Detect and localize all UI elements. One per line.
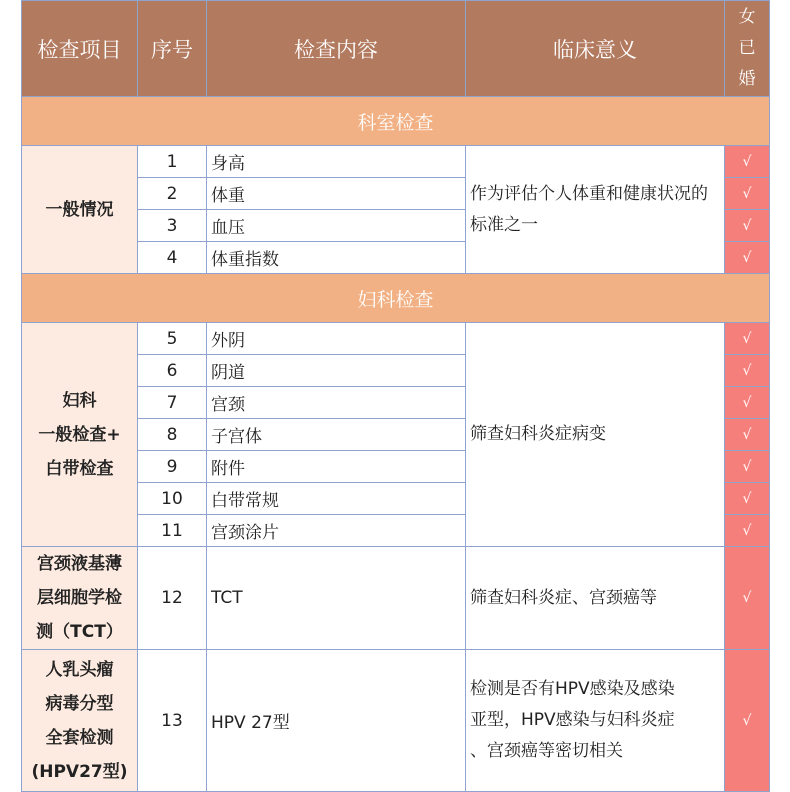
section-title: 科室检查 [22,97,770,146]
meaning-tct: 筛查妇科炎症、宫颈癌等 [466,547,725,650]
meaning-gyn: 筛查妇科炎症病变 [466,323,725,547]
item-line: 全套检测 [45,727,114,748]
header-item: 检查项目 [22,1,138,97]
item-tct [22,547,138,650]
row-content: 宫颈 [207,387,466,419]
row-content: TCT [207,547,466,650]
row-number: 2 [138,178,207,210]
header-gender-char: 婚 [738,69,756,89]
table-header [22,1,770,97]
header-meaning: 临床意义 [466,1,725,97]
row-content: 血压 [207,210,466,242]
row-content: 宫颈涂片 [207,515,466,547]
item-gyn [22,323,138,547]
meaning-line: 检测是否有HPV感染及感染 [470,679,675,699]
row-number: 13 [138,650,207,792]
check-mark: √ [725,387,770,419]
check-mark: √ [725,355,770,387]
item-line: 层细胞学检 [37,588,122,608]
row-number: 10 [138,483,207,515]
row-content: 身高 [207,146,466,178]
check-mark: √ [725,650,770,792]
section-row [22,274,770,323]
meaning-hpv [466,650,725,792]
row-content: HPV 27型 [207,650,466,792]
row-number: 5 [138,323,207,355]
item-line: 妇科 [62,390,97,411]
item-hpv [22,650,138,792]
check-mark: √ [725,515,770,547]
check-mark: √ [725,146,770,178]
section-title: 妇科检查 [22,274,770,323]
item-line: 测（TCT） [36,622,123,642]
section-row [22,97,770,146]
item-line: 一般检查+ [38,424,121,445]
meaning-line: 、宫颈癌等密切相关 [470,741,623,761]
check-mark: √ [725,547,770,650]
check-mark: √ [725,242,770,274]
row-number: 11 [138,515,207,547]
check-mark: √ [725,483,770,515]
row-number: 1 [138,146,207,178]
meaning-general: 作为评估个人体重和健康状况的标准之一 [466,146,725,274]
table-row [22,650,770,792]
item-line: 宫颈液基薄 [37,554,122,574]
header-no: 序号 [138,1,207,97]
row-content: 体重 [207,178,466,210]
check-mark: √ [725,210,770,242]
row-content: 体重指数 [207,242,466,274]
table-row [22,146,770,178]
row-number: 4 [138,242,207,274]
row-content: 附件 [207,451,466,483]
check-mark: √ [725,323,770,355]
item-line: 病毒分型 [45,693,114,714]
row-number: 9 [138,451,207,483]
row-number: 7 [138,387,207,419]
exam-table [21,0,770,792]
header-gender-char: 女 [738,7,756,27]
header-gender-char: 已 [738,38,756,58]
row-number: 12 [138,547,207,650]
row-content: 外阴 [207,323,466,355]
header-content: 检查内容 [207,1,466,97]
row-content: 子宫体 [207,419,466,451]
item-general: 一般情况 [22,146,138,274]
row-number: 6 [138,355,207,387]
row-content: 白带常规 [207,483,466,515]
check-mark: √ [725,419,770,451]
item-line: (HPV27型) [31,761,128,782]
meaning-line: 亚型，HPV感染与妇科炎症 [470,710,675,730]
check-mark: √ [725,178,770,210]
table-row [22,547,770,650]
row-number: 8 [138,419,207,451]
header-gender [725,1,770,97]
item-line: 白带检查 [45,458,114,479]
item-line: 人乳头瘤 [45,659,114,680]
row-number: 3 [138,210,207,242]
table-row [22,323,770,355]
row-content: 阴道 [207,355,466,387]
check-mark: √ [725,451,770,483]
